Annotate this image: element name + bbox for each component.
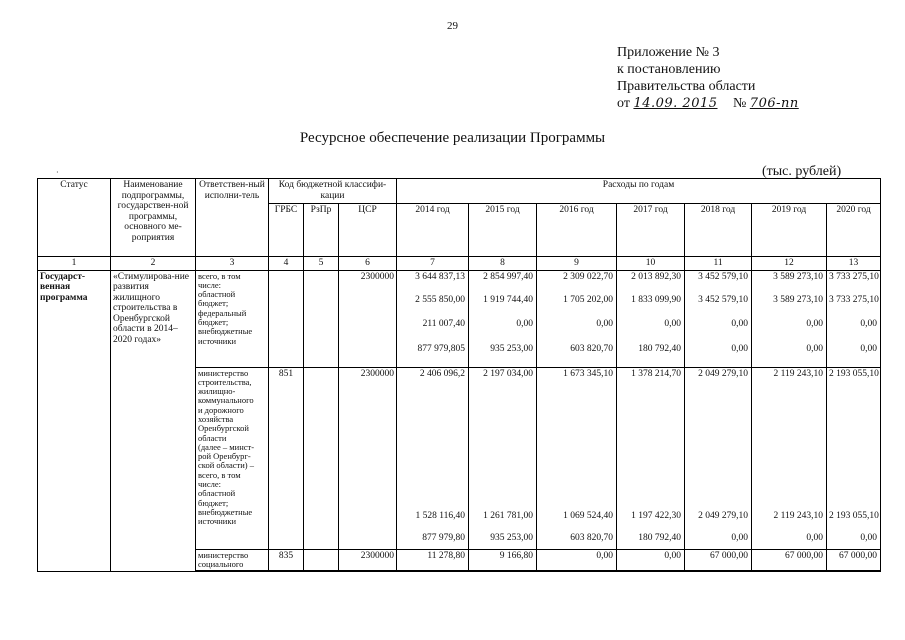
date-prefix: от bbox=[617, 96, 630, 111]
header-year-2015: 2015 год bbox=[469, 204, 537, 257]
value-cell-2014: 2 406 096,2 1 528 116,40 877 979,80 bbox=[397, 367, 469, 549]
header-year-2019: 2019 год bbox=[752, 204, 827, 257]
col-number: 9 bbox=[537, 257, 617, 271]
header-status: Статус bbox=[38, 179, 111, 257]
header-year-2018: 2018 год bbox=[685, 204, 752, 257]
value-cell-2017: 1 378 214,70 1 197 422,30 180 792,40 bbox=[617, 367, 685, 549]
value-cell-2019: 3 589 273,10 3 589 273,10 0,00 0,00 bbox=[752, 270, 827, 367]
value-cell-2018: 2 049 279,10 2 049 279,10 0,00 bbox=[685, 367, 752, 549]
header-grbs: ГРБС bbox=[269, 204, 304, 257]
header-year-2014: 2014 год bbox=[397, 204, 469, 257]
rzpr-cell bbox=[304, 270, 339, 367]
header-row-1 bbox=[38, 179, 881, 204]
col-number: 11 bbox=[685, 257, 752, 271]
header-expenses: Расходы по годам bbox=[397, 179, 881, 204]
col-number: 12 bbox=[752, 257, 827, 271]
value-cell-2018: 3 452 579,10 3 452 579,10 0,00 0,00 bbox=[685, 270, 752, 367]
value-cell-2014: 11 278,80 bbox=[397, 549, 469, 571]
stray-mark: · bbox=[56, 168, 59, 177]
col-number: 13 bbox=[827, 257, 881, 271]
col-number: 1 bbox=[38, 257, 111, 271]
col-number: 6 bbox=[339, 257, 397, 271]
program-name: «Стимулирова-ние развития жилищного строительства в Оренбургской области в 2014–2020 годах» bbox=[111, 270, 196, 571]
value-cell-2018: 67 000,00 bbox=[685, 549, 752, 571]
header-rzpr: РзПр bbox=[304, 204, 339, 257]
grbs-cell: 851 bbox=[269, 367, 304, 549]
value-cell-2015: 2 854 997,40 1 919 744,40 0,00 935 253,00 bbox=[469, 270, 537, 367]
header-year-2020: 2020 год bbox=[827, 204, 881, 257]
value-cell-2019: 67 000,00 bbox=[752, 549, 827, 571]
value-cell-2019: 2 119 243,10 2 119 243,10 0,00 bbox=[752, 367, 827, 549]
column-numbers-row bbox=[38, 257, 881, 271]
csr-cell: 2300000 bbox=[339, 367, 397, 549]
value-cell-2016: 2 309 022,70 1 705 202,00 0,00 603 820,70 bbox=[537, 270, 617, 367]
table-row-program-total bbox=[38, 270, 881, 367]
rzpr-cell bbox=[304, 367, 339, 549]
value-cell-2015: 9 166,80 bbox=[469, 549, 537, 571]
csr-cell: 2300000 bbox=[339, 270, 397, 367]
col-number: 7 bbox=[397, 257, 469, 271]
value-cell-2020: 67 000,00 bbox=[827, 549, 881, 571]
rzpr-cell bbox=[304, 549, 339, 571]
col-number: 4 bbox=[269, 257, 304, 271]
header-budget-code: Код бюджетной классифи-кации bbox=[269, 179, 397, 204]
value-cell-2015: 2 197 034,00 1 261 781,00 935 253,00 bbox=[469, 367, 537, 549]
grbs-cell: 835 bbox=[269, 549, 304, 571]
handwritten-number: 706-пп bbox=[749, 96, 799, 111]
number-prefix: № bbox=[732, 96, 747, 111]
header-year-2016: 2016 год bbox=[537, 204, 617, 257]
value-cell-2020: 3 733 275,10 3 733 275,10 0,00 0,00 bbox=[827, 270, 881, 367]
program-status: Государст-венная программа bbox=[38, 270, 111, 571]
executor-ministry-social: министерство социального bbox=[196, 549, 269, 571]
value-cell-2016: 1 673 345,10 1 069 524,40 603 820,70 bbox=[537, 367, 617, 549]
header-executor: Ответствен-ный исполни-тель bbox=[196, 179, 269, 257]
grbs-cell bbox=[269, 270, 304, 367]
col-number: 8 bbox=[469, 257, 537, 271]
col-number: 10 bbox=[617, 257, 685, 271]
value-cell-2020: 2 193 055,10 2 193 055,10 0,00 bbox=[827, 367, 881, 549]
value-cell-2017: 2 013 892,30 1 833 099,90 0,00 180 792,40 bbox=[617, 270, 685, 367]
units-label: (тыс. рублей) bbox=[762, 164, 842, 179]
header-csr: ЦСР bbox=[339, 204, 397, 257]
document-title: Ресурсное обеспечение реализации Программы bbox=[299, 130, 606, 146]
header-name: Наименование подпрограммы, государствен-ной программы, основного ме-роприятия bbox=[111, 179, 196, 257]
executor-ministry-construction: министерство строительства, жилищно- коммунального и дорожного хозяйства Оренбургской области (далее – минст- рой Оренбург- ской области) – всего, в том числе: областной бюджет; внебюджетные источники bbox=[196, 367, 269, 549]
col-number: 3 bbox=[196, 257, 269, 271]
value-cell-2016: 0,00 bbox=[537, 549, 617, 571]
col-number: 2 bbox=[111, 257, 196, 271]
header-year-2017: 2017 год bbox=[617, 204, 685, 257]
executor-total-label: всего, в том числе: областной бюджет; федеральный бюджет; внебюджетные источники bbox=[196, 270, 269, 367]
value-cell-2017: 0,00 bbox=[617, 549, 685, 571]
appendix-line-3: Правительства области bbox=[617, 79, 756, 94]
csr-cell: 2300000 bbox=[339, 549, 397, 571]
handwritten-date: 14.09. 2015 bbox=[633, 96, 718, 111]
page-number: 29 bbox=[447, 20, 458, 32]
col-number: 5 bbox=[304, 257, 339, 271]
appendix-date-line bbox=[617, 96, 808, 112]
appendix-line-1: Приложение № 3 bbox=[617, 45, 720, 60]
value-cell-2014: 3 644 837,13 2 555 850,00 211 007,40 877 979,805 bbox=[397, 270, 469, 367]
appendix-line-2: к постановлению bbox=[617, 62, 721, 77]
resource-table bbox=[37, 178, 881, 572]
